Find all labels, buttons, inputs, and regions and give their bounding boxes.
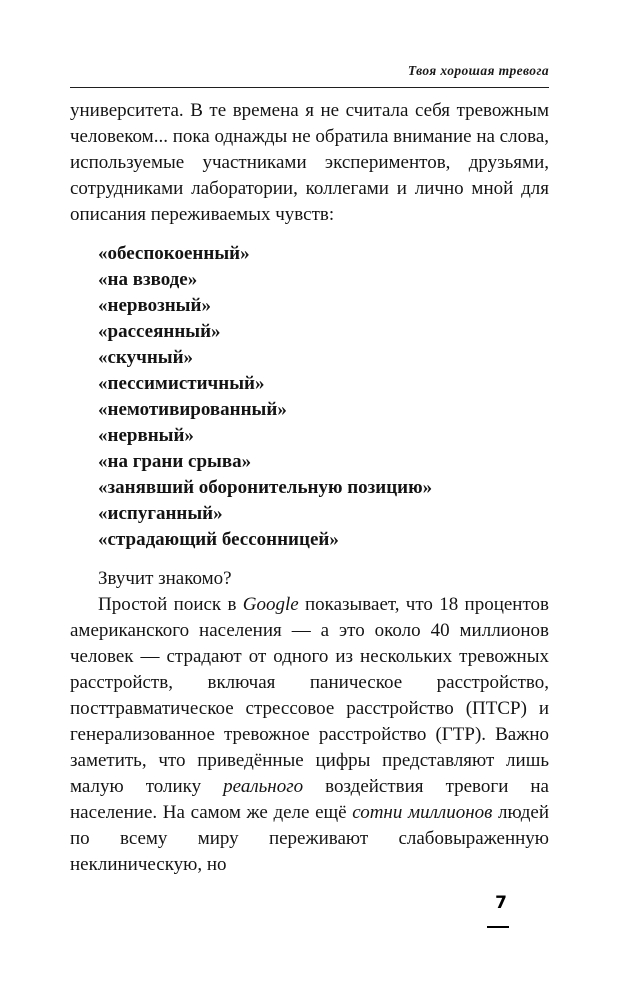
page-number: 7 [495, 893, 507, 913]
paragraph-intro: университета. В те времена я не считала себя тревожным человеком... пока однажды не обратила внимание на слова, используемые участниками экспериментов, друзьями, сотрудниками лаборатории, коллегами и лично мной для описания переживаемых чувств: [70, 100, 549, 225]
paragraph-stats [70, 592, 549, 878]
word-list [98, 241, 549, 553]
list-item: «страдающий бессонницей» [98, 529, 339, 550]
list-item: «нервозный» [98, 295, 211, 316]
page-number-rule [487, 926, 509, 928]
stats-italic-real: реального [223, 776, 304, 797]
stats-text: Простой поиск в [98, 594, 243, 615]
list-item: «на взводе» [98, 269, 198, 290]
list-item: «занявший оборонительную позицию» [98, 477, 433, 498]
list-item: «на грани срыва» [98, 451, 252, 472]
list-item: «рассеянный» [98, 321, 221, 342]
list-item: «испуганный» [98, 503, 223, 524]
running-head: Твоя хорошая тревога [407, 63, 549, 78]
header-rule [70, 87, 549, 88]
stats-text: показывает, что 18 процентов американского населения — а это около 40 миллионов человек — страдают от одного из нескольких тревожных расстройств, включая паническое расстройство, посттравматическое стрессовое расстройство (ПТСР) и генерализованное тревожное расстройство (ГТР). Важно заметить, что приведённые цифры представляют лишь малую толику [70, 594, 549, 797]
list-item: «пессимистичный» [98, 373, 265, 394]
list-item: «обеспокоенный» [98, 243, 250, 264]
stats-text: воздействия тревоги на население. На самом же деле ещё [70, 776, 549, 823]
paragraph-sounds-familiar: Звучит знакомо? [98, 568, 232, 589]
stats-text: людей по всему миру переживают слабовыраженную неклиническую, но [70, 802, 549, 875]
page-body [70, 98, 549, 878]
list-item: «немотивированный» [98, 399, 287, 420]
list-item: «скучный» [98, 347, 194, 368]
list-item: «нервный» [98, 425, 194, 446]
stats-italic-google: Google [242, 594, 299, 615]
stats-italic-hundreds-millions: сотни миллионов [352, 802, 493, 823]
